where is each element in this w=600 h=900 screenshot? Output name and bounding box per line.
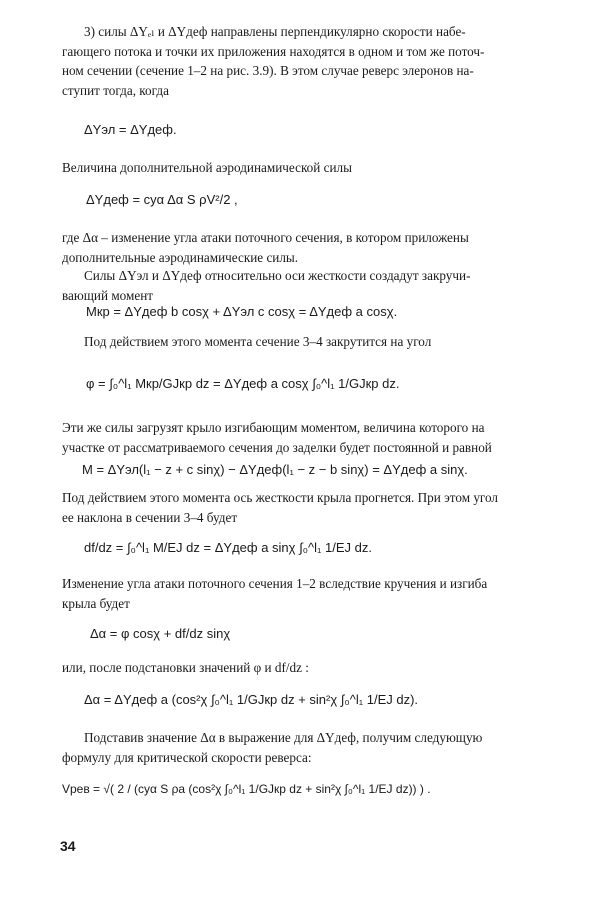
text-line: Силы ΔYэл и ΔYдеф относительно оси жесткости создадут закручи-: [84, 268, 471, 283]
text-line: ступит тогда, когда: [62, 82, 169, 98]
equation-9: Vрев = √( 2 / (cyα S ρa (cos²χ ∫₀^l₁ 1/GJкр dz + sin²χ ∫₀^l₁ 1/EJ dz)) ) .: [62, 782, 431, 796]
text-line: гающего потока и точки их приложения находятся в одном и том же поточ-: [62, 43, 485, 59]
paragraph-1: [62, 22, 540, 100]
text-line: 3) силы ΔYₑₗ и ΔYдеф направлены перпендикулярно скорости набе-: [84, 24, 466, 39]
text-line: Величина дополнительной аэродинамической силы: [62, 160, 352, 175]
text-line: крыла будет: [62, 595, 130, 611]
text-line: Изменение угла атаки поточного сечения 1–2 вследствие кручения и изгиба: [62, 576, 488, 591]
text-line: где Δα – изменение угла атаки поточного сечения, в котором приложены: [62, 230, 469, 245]
paragraph-7: [62, 488, 540, 527]
equation-1: ΔYэл = ΔYдеф.: [84, 122, 177, 137]
equation-8: Δα = ΔYдеф a (cos²χ ∫₀^l₁ 1/GJкр dz + sin²χ ∫₀^l₁ 1/EJ dz).: [84, 692, 419, 707]
paragraph-2: [62, 158, 540, 178]
text-line: Под действием этого момента сечение 3–4 закрутится на угол: [84, 334, 432, 349]
paragraph-4: [62, 266, 540, 305]
text-line: или, после подстановки значений φ и df/dz :: [62, 660, 309, 675]
page-number: 34: [60, 838, 76, 854]
text-line: Под действием этого момента ось жесткости крыла прогнется. При этом угол: [62, 490, 499, 505]
equation-2: ΔYдеф = cyα Δα S ρV²/2 ,: [86, 192, 238, 207]
equation-4: φ = ∫₀^l₁ Mкр/GJкр dz = ΔYдеф a cosχ ∫₀^l₁ 1/GJкр dz.: [86, 376, 400, 391]
text-line: ном сечении (сечение 1–2 на рис. 3.9). В этом случае реверс элеронов на-: [62, 63, 474, 78]
paragraph-3: [62, 228, 540, 267]
text-line: Эти же силы загрузят крыло изгибающим моментом, величина которого на: [62, 420, 485, 435]
paragraph-8: [62, 574, 540, 613]
text-line: Подставив значение Δα в выражение для ΔYдеф, получим следующую: [84, 730, 483, 745]
paragraph-6: [62, 418, 540, 457]
equation-5: M = ΔYэл(l₁ − z + c sinχ) − ΔYдеф(l₁ − z − b sinχ) = ΔYдеф a sinχ.: [82, 462, 468, 477]
paragraph-9: [62, 658, 540, 678]
text-line: вающий момент: [62, 287, 154, 303]
text-line: дополнительные аэродинамические силы.: [62, 249, 299, 265]
equation-3: Mкр = ΔYдеф b cosχ + ΔYэл c cosχ = ΔYдеф a cosχ.: [86, 304, 398, 319]
equation-6: df/dz = ∫₀^l₁ M/EJ dz = ΔYдеф a sinχ ∫₀^l₁ 1/EJ dz.: [84, 540, 372, 555]
paragraph-5: [62, 332, 540, 352]
text-line: ее наклона в сечении 3–4 будет: [62, 509, 238, 525]
paragraph-10: [62, 728, 540, 767]
equation-7: Δα = φ cosχ + df/dz sinχ: [90, 626, 231, 641]
text-line: участке от рассматриваемого сечения до заделки будет постоянной и равной: [62, 439, 492, 455]
text-line: формулу для критической скорости реверса:: [62, 749, 312, 765]
